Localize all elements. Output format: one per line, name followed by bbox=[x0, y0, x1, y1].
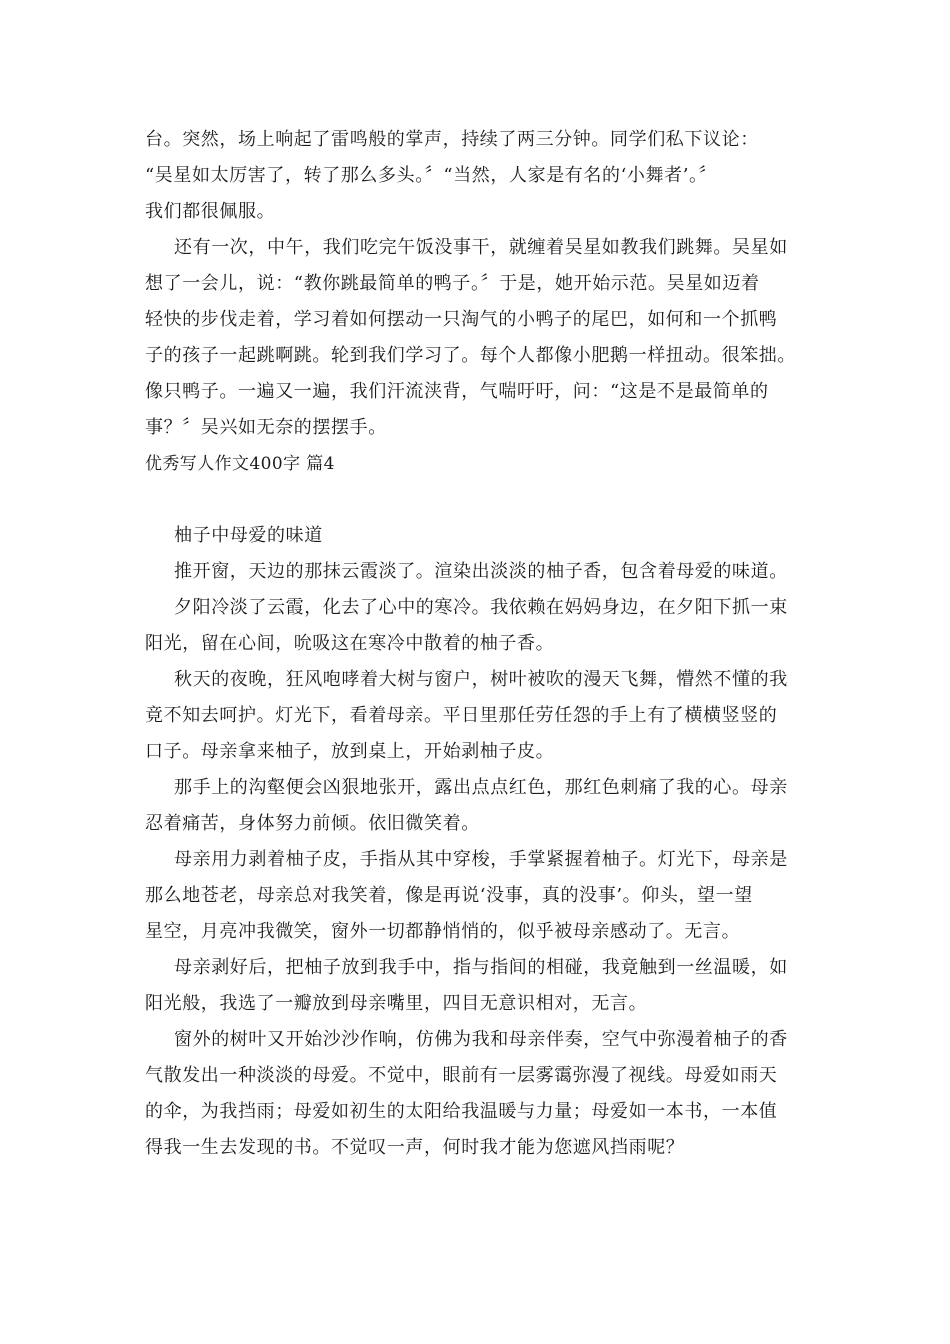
text-line: 秋天的夜晚，狂风咆哮着大树与窗户，树叶被吹的漫天飞舞，懵然不懂的我 bbox=[174, 669, 788, 690]
text-line: 像只鸭子。一遍又一遍，我们汗流浃背，气喘吁吁，问：“这是不是最简单的 bbox=[145, 381, 769, 402]
text-line: 那手上的沟壑便会凶狠地张开，露出点点红色，那红色刺痛了我的心。母亲 bbox=[174, 777, 788, 798]
text-line: 得我一生去发现的书。不觉叹一声，何时我才能为您遮风挡雨呢？ bbox=[145, 1137, 685, 1158]
text-line: 夕阳冷淡了云霞，化去了心中的寒冷。我依赖在妈妈身边，在夕阳下抓一束 bbox=[174, 597, 788, 618]
text-line: 事？〞吴兴如无奈的摆摆手。 bbox=[145, 417, 387, 438]
text-line: 的伞，为我挡雨；母爱如初生的太阳给我温暖与力量；母爱如一本书，一本值 bbox=[145, 1101, 778, 1122]
text-line: “吴星如太厉害了，转了那么多头。〞“当然，人家是有名的‘小舞者’。〞 bbox=[145, 165, 718, 186]
essay-title: 柚子中母爱的味道 bbox=[174, 525, 323, 546]
text-line: 还有一次，中午，我们吃完午饭没事干，就缠着吴星如教我们跳舞。吴星如 bbox=[174, 237, 788, 258]
text-line: 忍着痛苦，身体努力前倾。依旧微笑着。 bbox=[145, 813, 480, 834]
text-line: 我们都很佩服。 bbox=[145, 201, 276, 222]
blank-line bbox=[145, 482, 810, 518]
section-heading: 优秀写人作文400字 篇4 bbox=[145, 454, 335, 474]
text-line: 推开窗，天边的那抹云霞淡了。渲染出淡淡的柚子香，包含着母爱的味道。 bbox=[174, 561, 788, 582]
text-line: 母亲用力剥着柚子皮，手指从其中穿梭，手掌紧握着柚子。灯光下，母亲是 bbox=[174, 849, 788, 870]
text-line: 想了一会儿，说：“教你跳最简单的鸭子。〞于是，她开始示范。吴星如迈着 bbox=[145, 273, 760, 294]
text-line: 气散发出一种淡淡的母爱。不觉中，眼前有一层雾霭弥漫了视线。母爱如雨天 bbox=[145, 1065, 778, 1086]
document-body bbox=[145, 122, 810, 1166]
text-line: 星空，月亮冲我微笑，窗外一切都静悄悄的，似乎被母亲感动了。无言。 bbox=[145, 921, 741, 942]
text-line: 台。突然，场上响起了雷鸣般的掌声，持续了两三分钟。同学们私下议论： bbox=[145, 129, 759, 150]
text-line: 子的孩子一起跳啊跳。轮到我们学习了。每个人都像小肥鹅一样扭动。很笨拙。 bbox=[145, 345, 796, 366]
text-line: 口子。母亲拿来柚子，放到桌上，开始剥柚子皮。 bbox=[145, 741, 555, 762]
text-line: 阳光，留在心间，吮吸这在寒冷中散着的柚子香。 bbox=[145, 633, 555, 654]
text-line: 母亲剥好后，把柚子放到我手中，指与指间的相碰，我竟触到一丝温暖，如 bbox=[174, 957, 788, 978]
text-line: 窗外的树叶又开始沙沙作响，仿佛为我和母亲伴奏，空气中弥漫着柚子的香 bbox=[174, 1029, 788, 1050]
text-line: 阳光般，我选了一瓣放到母亲嘴里，四目无意识相对，无言。 bbox=[145, 993, 648, 1014]
text-line: 轻快的步伐走着，学习着如何摆动一只淘气的小鸭子的尾巴，如何和一个抓鸭 bbox=[145, 309, 778, 330]
text-line: 那么地苍老，母亲总对我笑着，像是再说‘没事，真的没事’。仰头，望一望 bbox=[145, 885, 753, 906]
text-line: 竟不知去呵护。灯光下，看着母亲。平日里那任劳任怨的手上有了横横竖竖的 bbox=[145, 705, 778, 726]
